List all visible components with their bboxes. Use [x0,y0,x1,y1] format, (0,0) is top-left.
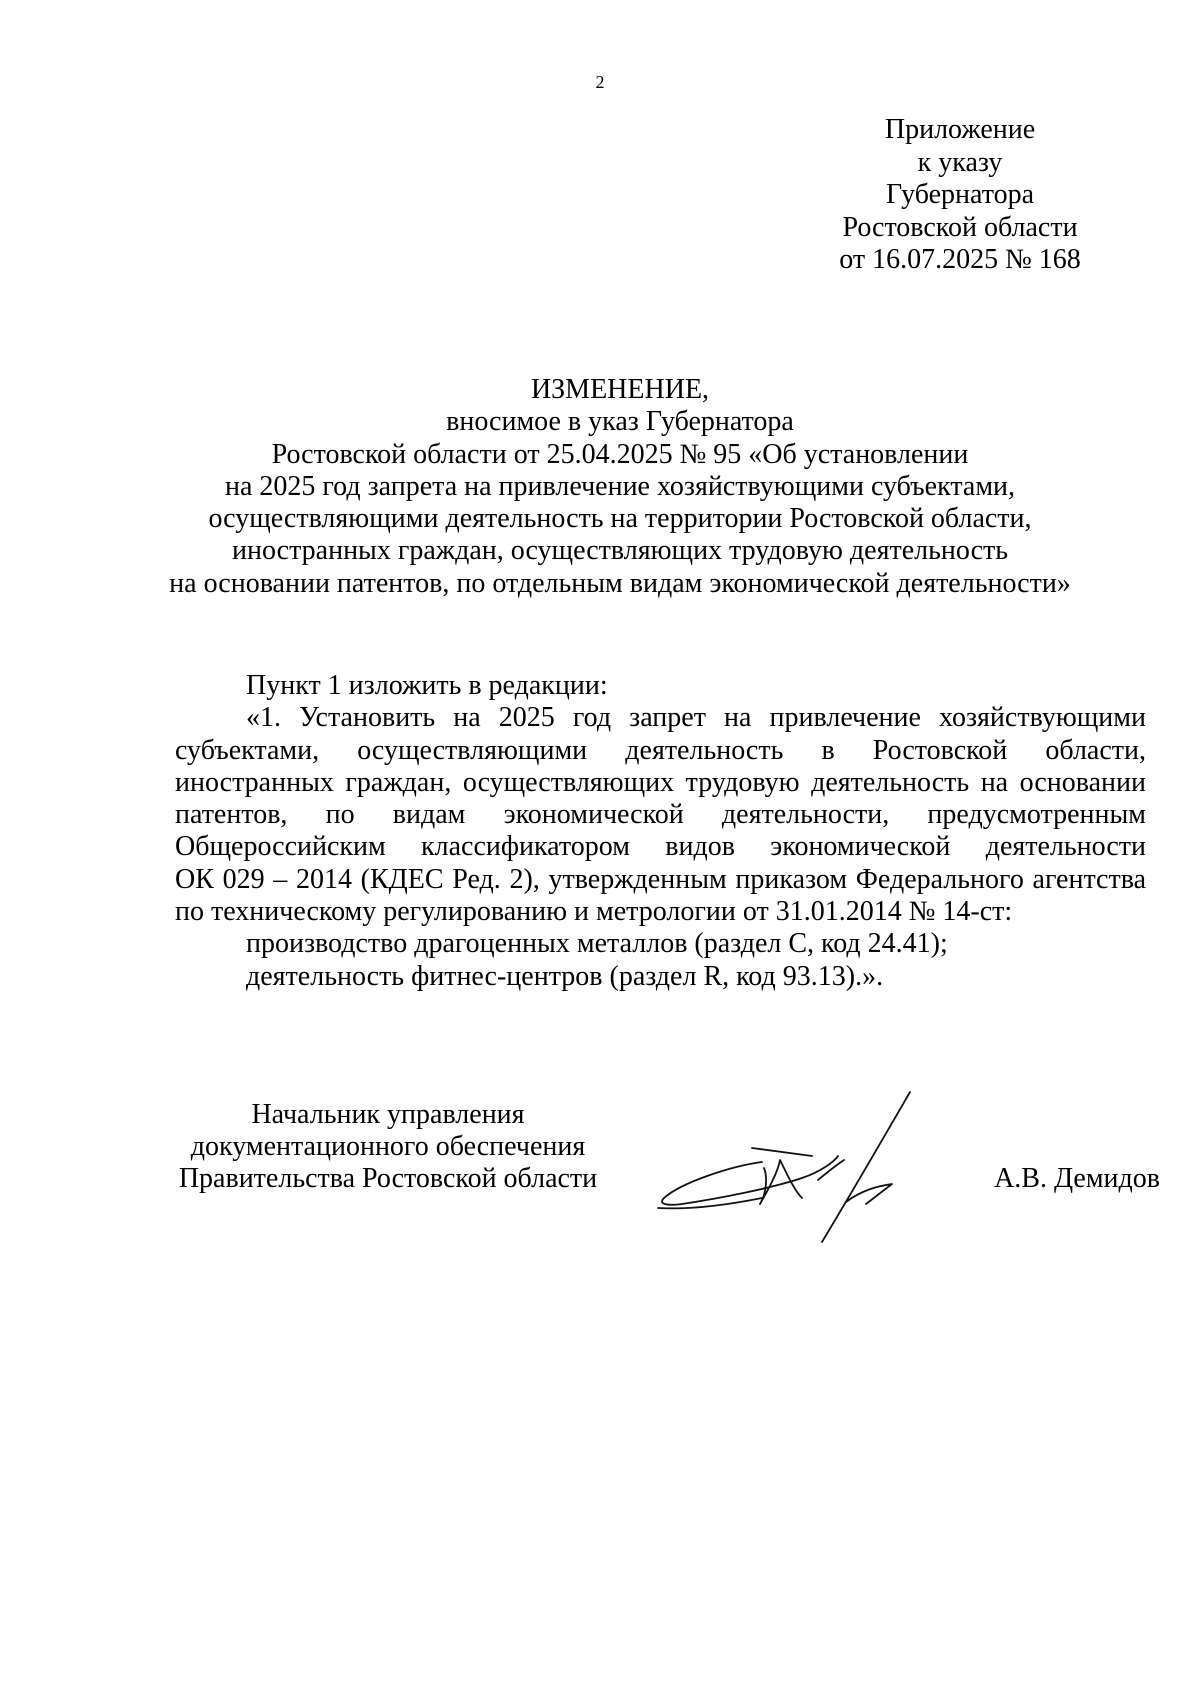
paragraph-line: ОК 029 – 2014 (КДЕС Ред. 2), утвержденным приказом Федерального агентства [175,863,1146,895]
signatory-title-line: Правительства Ростовской области [178,1163,598,1194]
handwritten-signature [652,1090,962,1260]
signatory-title-line: документационного обеспечения [190,1131,586,1162]
appendix-line: от 16.07.2025 № 168 [839,244,1081,275]
heading-line: вносимое в указ Губернатора [446,406,794,438]
signatory-title [160,1099,616,1195]
body-intro: Пункт 1 изложить в редакции: [246,670,608,701]
heading-line: Ростовской области от 25.04.2025 № 95 «Об установлении [271,438,969,470]
paragraph-line: иностранных граждан, осуществляющих трудовую деятельность на основании [175,766,1146,798]
heading-line: на 2025 год запрета на привлечение хозяйствующими субъектами, [224,470,1016,502]
appendix-line: Губернатора [885,179,1035,210]
paragraph-line: субъектами, осуществляющими деятельность в Ростовской области, [175,734,1146,766]
signer-name: А.В. Демидов [994,1163,1160,1194]
heading-line: на основании патентов, по отдельным видам экономической деятельности» [169,567,1071,599]
paragraph-line: по техническому регулированию и метрологии от 31.01.2014 № 14-ст: [175,896,1013,928]
paragraph-line: Общероссийским классификатором видов экономической деятельности [175,831,1146,863]
list-item: деятельность фитнес-центров (раздел R, код 93.13).». [246,960,884,992]
appendix-line: к указу [917,146,1003,178]
signatory-title-line: Начальник управления [251,1099,525,1130]
document-heading [160,374,1080,600]
list-item: производство драгоценных металлов (раздел C, код 24.41); [246,928,948,960]
heading-line: осуществляющими деятельность на территории Ростовской области, [208,503,1032,535]
paragraph-line: патентов, по видам экономической деятельности, предусмотренным [175,799,1146,831]
appendix-line: Приложение [884,114,1036,145]
heading-line: ИЗМЕНЕНИЕ, [530,374,710,405]
document-body [175,670,1146,993]
paragraph-line: «1. Установить на 2025 год запрет на привлечение хозяйствующими [246,702,1146,734]
appendix-block [820,114,1100,277]
heading-line: иностранных граждан, осуществляющих трудовую деятельность [231,535,1008,567]
appendix-line: Ростовской области [842,211,1078,243]
page-number: 2 [595,72,605,92]
